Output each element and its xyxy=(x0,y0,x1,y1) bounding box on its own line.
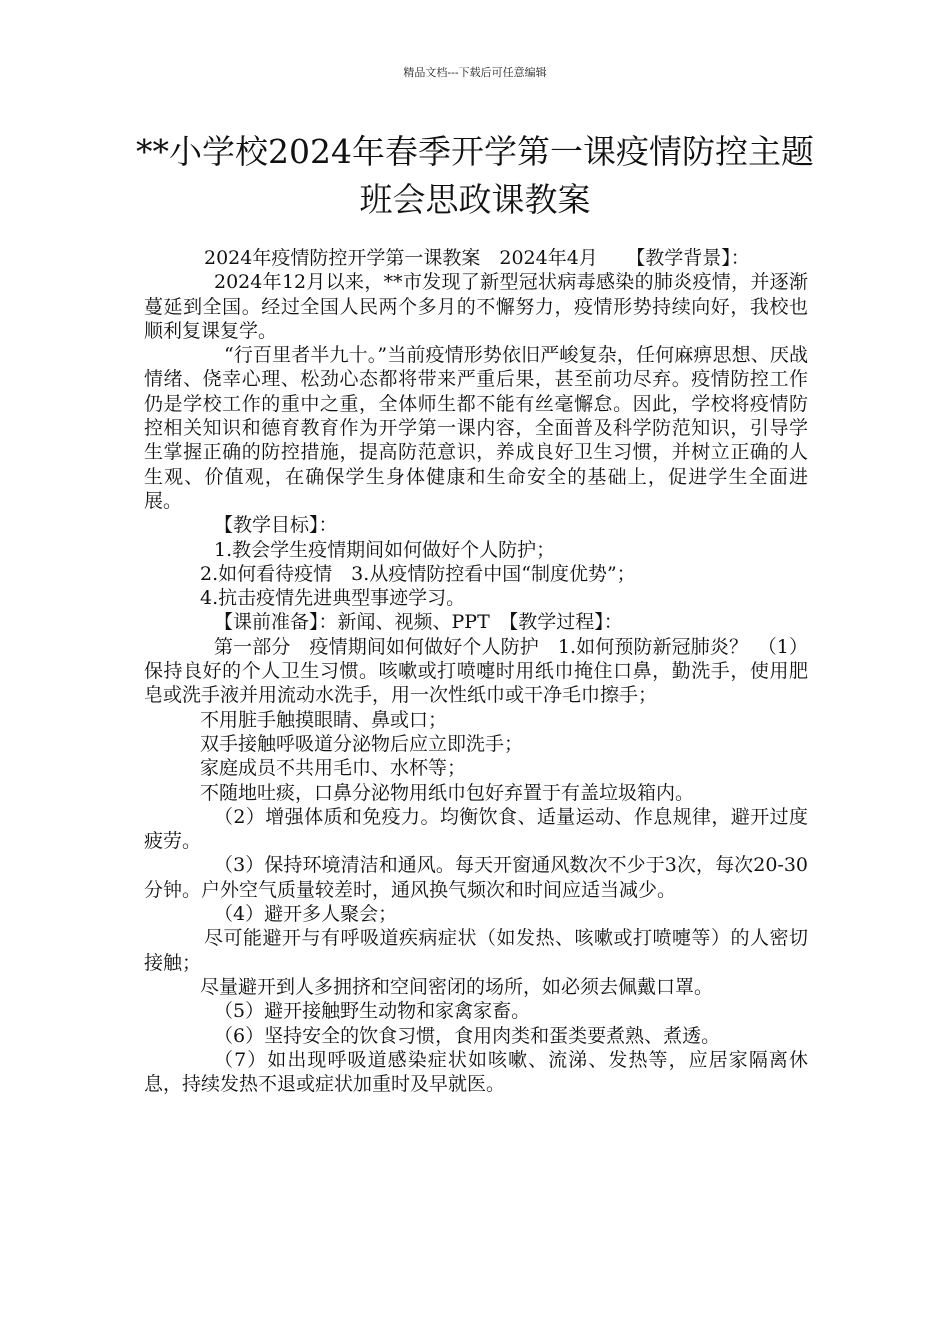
measure-3: （3）保持环境清洁和通风。每天开窗通风数次不少于3次，每次20-30分钟。户外空气质量较差时，通风换气频次和时间应适当减少。 xyxy=(144,854,808,901)
measure-2: （2）增强体质和免疫力。均衡饮食、适量运动、作息规律，避开过度疲劳。 xyxy=(144,805,808,853)
document-body xyxy=(144,246,808,1096)
hygiene-item-1: 不用脏手触摸眼睛、鼻或口； xyxy=(200,708,448,731)
measure-6: （6）坚持安全的饮食习惯，食用肉类和蛋类要煮熟、煮透。 xyxy=(214,1024,721,1047)
section-heading-preparation: 【课前准备】：新闻、视频、PPT 【教学过程】： xyxy=(214,611,623,634)
hygiene-item-2: 双手接触呼吸道分泌物后应立即洗手； xyxy=(200,732,524,755)
objective-item-4: 4.抗击疫情先进典型事迹学习。 xyxy=(200,587,466,610)
section-heading-objectives: 【教学目标】： xyxy=(214,514,338,537)
hygiene-item-4: 不随地吐痰，口鼻分泌物用纸巾包好弃置于有盖垃圾箱内。 xyxy=(200,781,695,804)
background-paragraph-2: “行百里者半九十。”当前疫情形势依旧严峻复杂，任何麻痹思想、厌战情绪、侥幸心理、松劲心态都将带来严重后果，甚至前功尽弃。疫情防控工作仍是学校工作的重中之重，全体师生都不能有丝毫懈怠。因此，学校将疫情防控相关知识和德育教育作为开学第一课内容，全面普及科学防范知识，引导学生掌握正确的防控措施，提高防范意识，养成良好卫生习惯，并树立正确的人生观、价值观，在确保学生身体健康和生命安全的基础上，促进学生全面进展。 xyxy=(144,344,808,512)
document-title: **小学校2024年春季开学第一课疫情防控主题班会思政课教案 xyxy=(136,132,814,219)
header-note: 精品文档---下载后可任意编辑 xyxy=(403,66,547,79)
measure-4-detail-2: 尽量避开到人多拥挤和空间密闭的场所，如必须去佩戴口罩。 xyxy=(200,975,714,998)
hygiene-item-3: 家庭成员不共用毛巾、水杯等； xyxy=(200,757,467,780)
measure-4-detail-1: 尽可能避开与有呼吸道疾病症状（如发热、咳嗽或打喷嚏等）的人密切接触； xyxy=(144,927,808,974)
objective-item-1: 1.教会学生疫情期间如何做好个人防护； xyxy=(214,538,556,561)
measure-5: （5）避开接触野生动物和家禽家畜。 xyxy=(214,1000,531,1023)
background-paragraph-1: 2024年12月以来，**市发现了新型冠状病毒感染的肺炎疫情，并逐渐蔓延到全国。经过全国人民两个多月的不懈努力，疫情形势持续向好，我校也顺利复课复学。 xyxy=(144,271,808,342)
measure-4: （4）避开多人聚会； xyxy=(214,903,398,926)
part-one-paragraph: 第一部分 疫情期间如何做好个人防护 1.如何预防新冠肺炎？ （1）保持良好的个人卫生习惯。咳嗽或打喷嚏时用纸巾掩住口鼻，勤洗手，使用肥皂或洗手液并用流动水洗手，用一次性纸巾或干净毛巾擦手； xyxy=(144,635,808,707)
objective-item-2-3: 2.如何看待疫情 3.从疫情防控看中国“制度优势”； xyxy=(200,562,636,585)
intro-line: 2024年疫情防控开学第一课教案 2024年4月 【教学背景】： xyxy=(204,247,750,269)
measure-7: （7）如出现呼吸道感染症状如咳嗽、流涕、发热等，应居家隔离休息，持续发热不退或症状加重时及早就医。 xyxy=(144,1048,808,1096)
